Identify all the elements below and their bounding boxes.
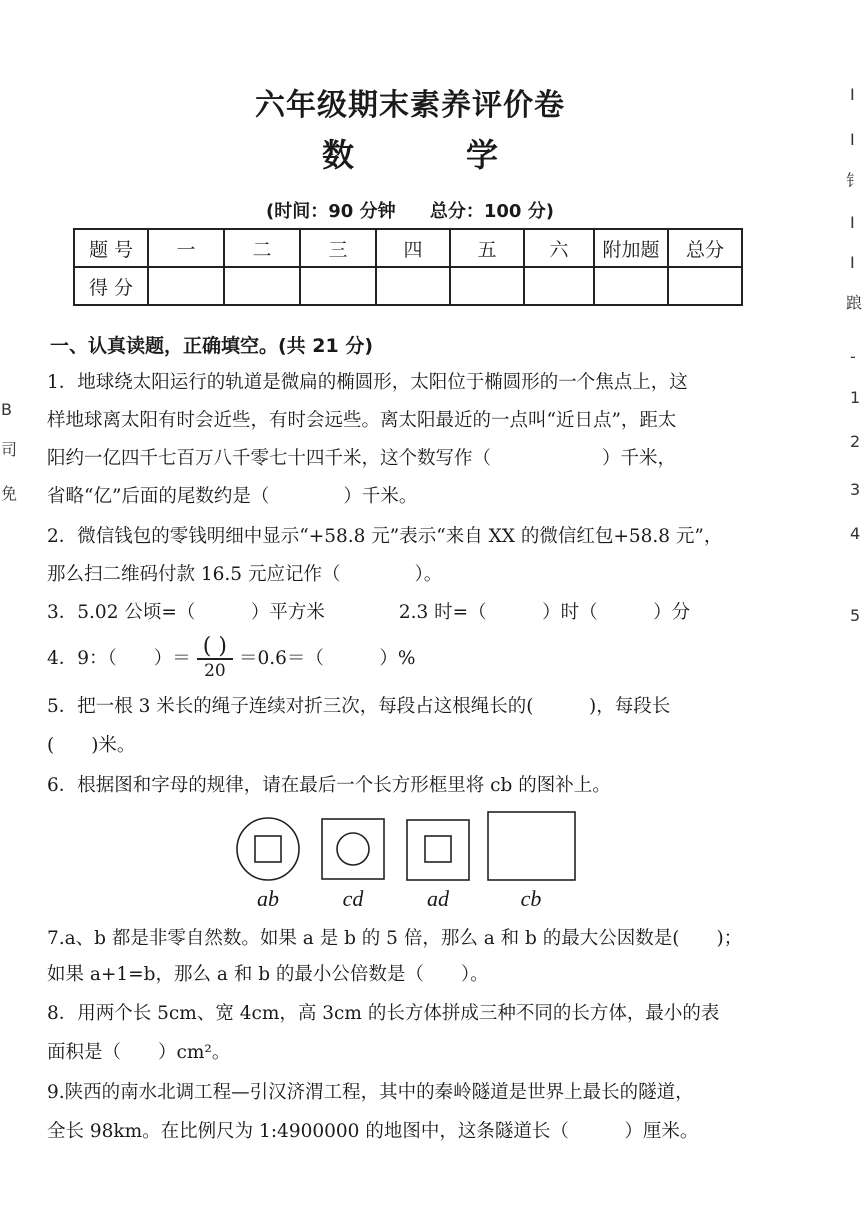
figure-cd-circle bbox=[337, 833, 369, 865]
exam-title: 六年级期末素养评价卷 bbox=[255, 88, 565, 123]
score-cell bbox=[450, 267, 524, 305]
edge-right-char: 踉 bbox=[846, 293, 862, 312]
edge-right-char: I bbox=[850, 213, 855, 232]
score-cell: 四 bbox=[376, 229, 450, 267]
fraction-numerator: ( ) bbox=[197, 636, 233, 660]
score-cell: 三 bbox=[300, 229, 376, 267]
question-line: 9.陕西的南水北调工程—引汉济渭工程，其中的秦岭隧道是世界上最长的隧道， bbox=[47, 1082, 694, 1103]
score-table bbox=[73, 228, 743, 306]
score-cell: 一 bbox=[148, 229, 224, 267]
question-line: 面积是（ ）cm²。 bbox=[47, 1042, 231, 1063]
question-line: 如果 a+1=b，那么 a 和 b 的最小公倍数是（ ）。 bbox=[47, 964, 489, 985]
question-line: 6．根据图和字母的规律，请在最后一个长方形框里将 cb 的图补上。 bbox=[47, 775, 611, 796]
edge-left-char: 司 bbox=[1, 440, 18, 459]
score-cell bbox=[524, 267, 594, 305]
edge-right-char: 2 bbox=[850, 432, 861, 451]
score-header-row bbox=[74, 229, 742, 267]
q4-suffix: ＝0.6＝（ ）% bbox=[238, 648, 416, 669]
edge-right-char: 1 bbox=[850, 388, 861, 407]
score-cell: 二 bbox=[224, 229, 300, 267]
question-4 bbox=[47, 636, 415, 682]
total-label: 总分：100 分) bbox=[429, 201, 554, 222]
edge-left-char: B bbox=[1, 400, 12, 419]
score-cell: 五 bbox=[450, 229, 524, 267]
figure-cb-box bbox=[488, 812, 575, 880]
score-cell: 六 bbox=[524, 229, 594, 267]
edge-right-char: I bbox=[850, 130, 855, 149]
score-cell bbox=[668, 267, 742, 305]
pattern-figure bbox=[230, 808, 590, 913]
subject-title: 数 学 bbox=[321, 136, 538, 174]
score-cell: 总分 bbox=[668, 229, 742, 267]
edge-right-char: 5 bbox=[850, 606, 861, 625]
figure-ad-inner bbox=[425, 836, 451, 862]
question-line: 5．把一根 3 米长的绳子连续对折三次，每段占这根绳长的( )，每段长 bbox=[47, 696, 671, 717]
section-title: 一、认真读题，正确填空。(共 21 分) bbox=[50, 335, 374, 357]
time-label: (时间：90 分钟 bbox=[266, 201, 396, 222]
figure-label: cb bbox=[520, 886, 542, 911]
question-line: 3．5.02 公顷=（ ）平方米 2.3 时=（ ）时（ ）分 bbox=[47, 602, 691, 623]
fraction bbox=[197, 636, 233, 682]
figure-ad-outer bbox=[407, 820, 469, 880]
edge-right-char: I bbox=[850, 253, 855, 272]
figure-label: ab bbox=[257, 886, 279, 911]
question-line: 样地球离太阳有时会近些，有时会远些。离太阳最近的一点叫“近日点”，距太 bbox=[47, 410, 677, 431]
time-info bbox=[0, 197, 820, 223]
score-cell bbox=[148, 267, 224, 305]
edge-right-char: - bbox=[850, 347, 856, 366]
question-line: 省略“亿”后面的尾数约是（ ）千米。 bbox=[47, 486, 418, 507]
edge-right-char: 钅 bbox=[846, 171, 862, 190]
figure-cd-square bbox=[322, 819, 384, 879]
edge-right-char: I bbox=[850, 85, 855, 104]
question-line: 8．用两个长 5cm、宽 4cm，高 3cm 的长方体拼成三种不同的长方体，最小的表 bbox=[47, 1003, 720, 1024]
score-cell bbox=[300, 267, 376, 305]
score-cell bbox=[376, 267, 450, 305]
question-line: 1．地球绕太阳运行的轨道是微扁的椭圆形，太阳位于椭圆形的一个焦点上，这 bbox=[47, 372, 688, 393]
figure-ab-circle bbox=[237, 818, 299, 880]
score-value-row bbox=[74, 267, 742, 305]
score-cell: 附加题 bbox=[594, 229, 668, 267]
edge-right-char: 4 bbox=[850, 524, 861, 543]
question-line: 那么扫二维码付款 16.5 元应记作（ ）。 bbox=[47, 564, 443, 585]
figure-label: ad bbox=[427, 886, 449, 911]
edge-right-char: 3 bbox=[850, 480, 861, 499]
question-line: 2．微信钱包的零钱明细中显示“+58.8 元”表示“来自 XX 的微信红包+58.8 元”， bbox=[47, 526, 723, 547]
question-line: 阳约一亿四千七百万八千零七十四千米，这个数写作（ ）千米， bbox=[47, 448, 677, 469]
score-cell: 得 分 bbox=[74, 267, 148, 305]
score-cell bbox=[224, 267, 300, 305]
score-cell bbox=[594, 267, 668, 305]
q4-prefix: 4．9：（ ）＝ bbox=[47, 648, 191, 669]
score-cell: 题 号 bbox=[74, 229, 148, 267]
figure-ab-square bbox=[255, 836, 281, 862]
figure-label: cd bbox=[342, 886, 364, 911]
question-line: 7.a、b 都是非零自然数。如果 a 是 b 的 5 倍，那么 a 和 b 的最大公因数是( )； bbox=[47, 928, 743, 949]
edge-left-char: 免 bbox=[1, 484, 18, 503]
fraction-denominator: 20 bbox=[204, 661, 226, 681]
question-line: ( )米。 bbox=[47, 735, 136, 756]
question-line: 全长 98km。在比例尺为 1:4900000 的地图中，这条隧道长（ ）厘米。 bbox=[47, 1121, 699, 1142]
